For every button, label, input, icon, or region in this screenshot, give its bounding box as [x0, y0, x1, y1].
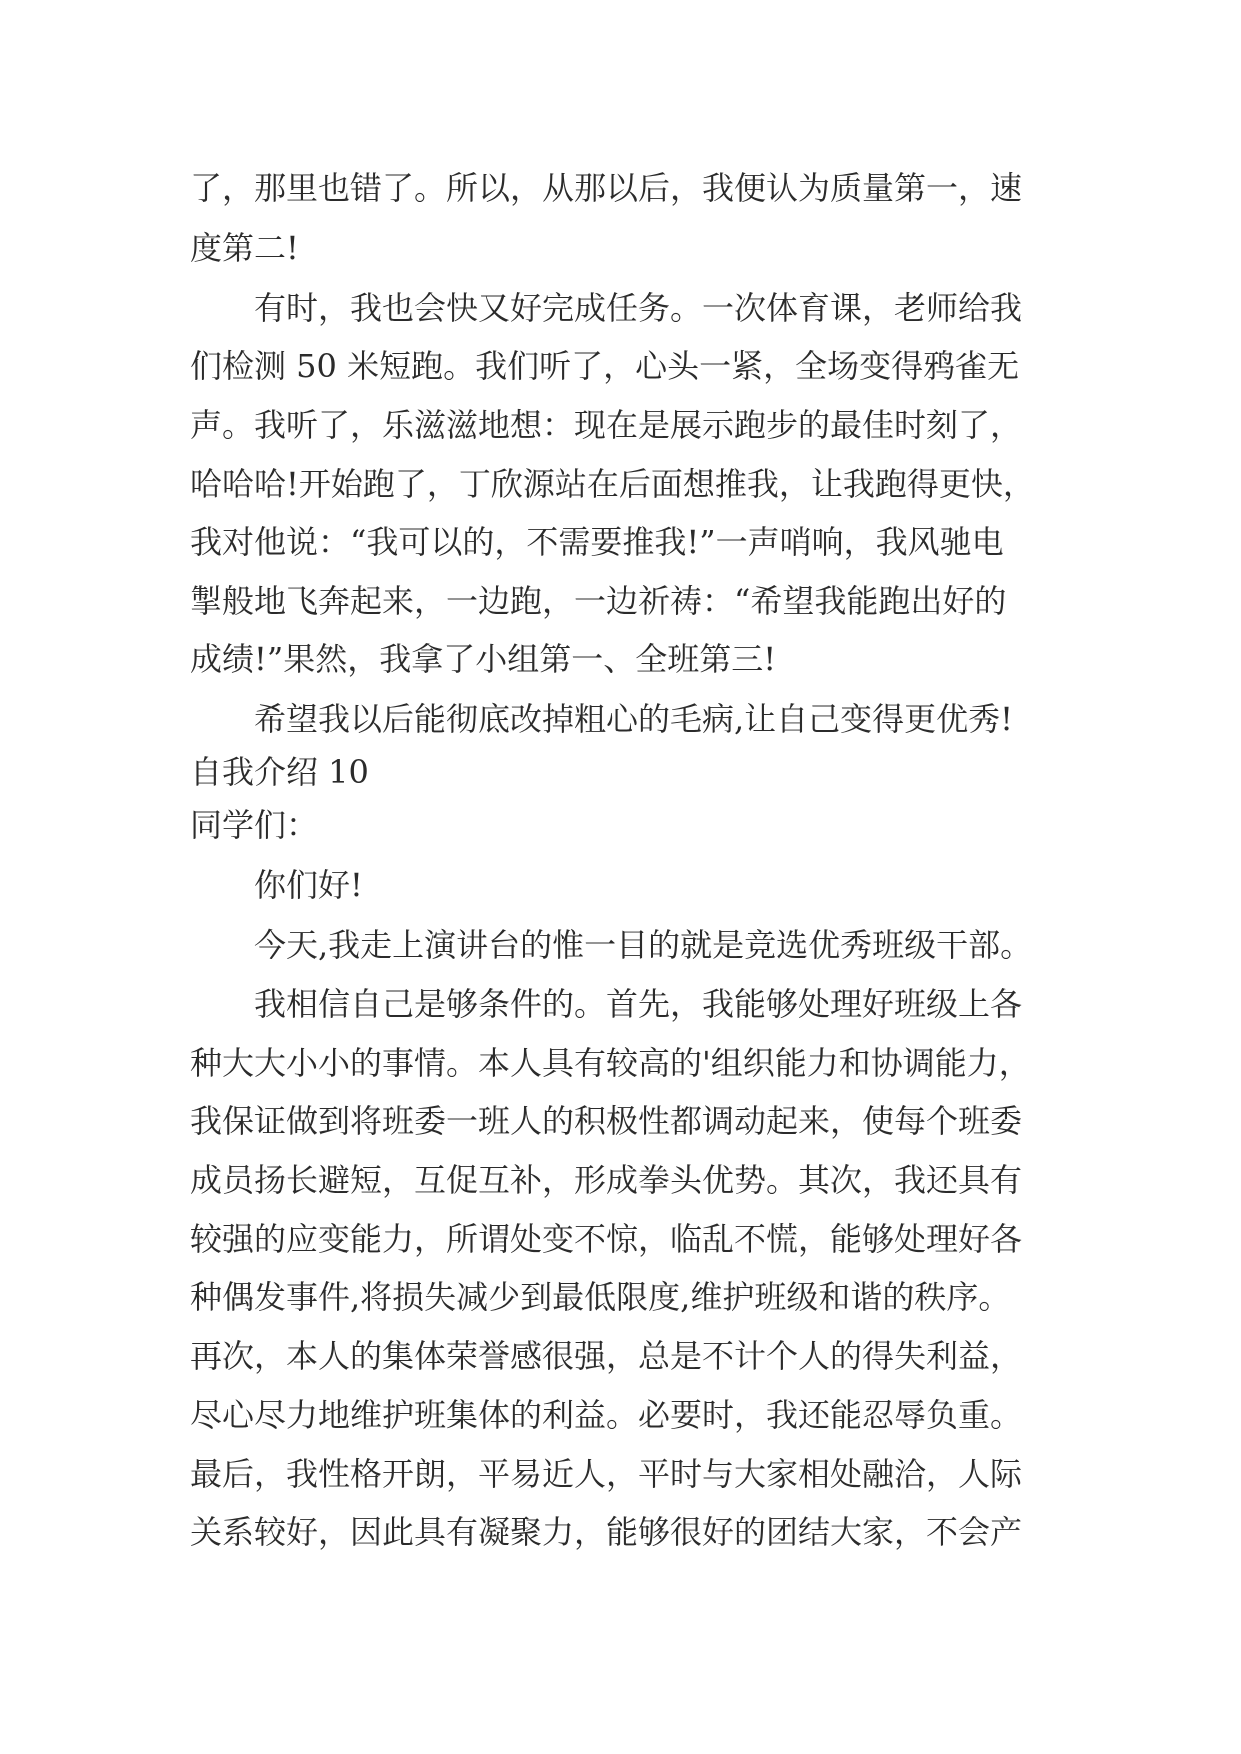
text-line: 声。我听了，乐滋滋地想：现在是展示跑步的最佳时刻了，: [190, 406, 1023, 444]
text-line: 我保证做到将班委一班人的积极性都调动起来，使每个班委: [190, 1102, 1023, 1140]
text-line: 种偶发事件,将损失减少到最低限度,维护班级和谐的秩序。: [190, 1278, 1011, 1316]
text-line: 再次，本人的集体荣誉感很强，总是不计个人的得失利益，: [190, 1337, 1023, 1375]
text-line: 我相信自己是够条件的。首先，我能够处理好班级上各: [190, 985, 1023, 1023]
text-line: 最后，我性格开朗，平易近人，平时与大家相处融洽，人际: [190, 1455, 1023, 1493]
text-line: 希望我以后能彻底改掉粗心的毛病,让自己变得更优秀!: [190, 700, 1014, 738]
salutation: 同学们：: [190, 806, 319, 844]
text-line: 尽心尽力地维护班集体的利益。必要时，我还能忍辱负重。: [190, 1396, 1023, 1434]
section-heading: 自我介绍 10: [190, 753, 369, 791]
text-line: 哈哈哈!开始跑了，丁欣源站在后面想推我，让我跑得更快，: [190, 465, 1035, 503]
text-line: 关系较好，因此具有凝聚力，能够很好的团结大家，不会产: [190, 1513, 1023, 1551]
greeting: 你们好!: [190, 866, 363, 904]
text-line: 成绩!”果然，我拿了小组第一、全班第三!: [190, 640, 777, 678]
text-line: 掣般地飞奔起来，一边跑，一边祈祷：“希望我能跑出好的: [190, 582, 1007, 620]
text-line: 度第二!: [190, 229, 299, 267]
text-line: 有时，我也会快又好完成任务。一次体育课，老师给我: [190, 289, 1023, 327]
text-line: 我对他说：“我可以的，不需要推我!”一声哨响，我风驰电: [190, 523, 1004, 561]
text-line: 今天,我走上演讲台的惟一目的就是竞选优秀班级干部。: [190, 926, 1033, 964]
text-line: 们检测 50 米短跑。我们听了，心头一紧，全场变得鸦雀无: [190, 347, 1020, 385]
text-line: 较强的应变能力，所谓处变不惊，临乱不慌，能够处理好各: [190, 1220, 1023, 1258]
text-line: 了，那里也错了。所以，从那以后，我便认为质量第一，速: [190, 169, 1023, 207]
text-line: 成员扬长避短，互促互补，形成拳头优势。其次，我还具有: [190, 1161, 1023, 1199]
text-line: 种大大小小的事情。本人具有较高的'组织能力和协调能力，: [190, 1044, 1031, 1082]
